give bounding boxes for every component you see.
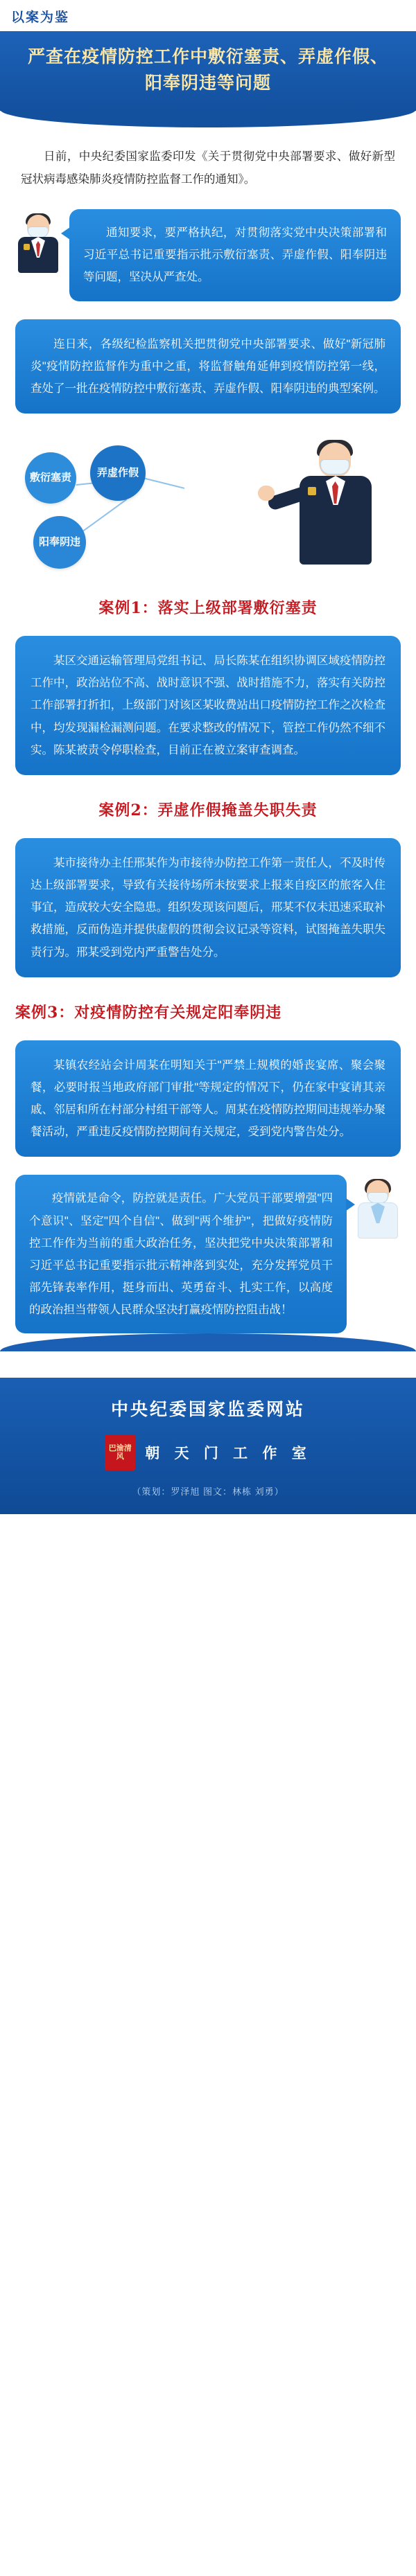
header-band [0, 31, 416, 111]
quote-second-text: 连日来，各级纪检监察机关把贯彻党中央部署要求、做好"新冠肺炎"疫情防控监督作为重中之重，将监督触角延伸到疫情防控第一线，查处了一批在疫情防控中敷衍塞责、弄虚作假、阳奉阴违的典型案例。 [15, 319, 401, 414]
keyword-diagram [15, 427, 401, 573]
case-body-2: 某市接待办主任邢某作为市接待办防控工作第一责任人，不及时传达上级部署要求，导致有关接待场所未按要求上报来自疫区的旅客入住事宜，造成较大安全隐患。组织发现该问题后，邢某不仅未迅速采取补救措施，反而伪造并提供虚假的贯彻会议记录等资料，试图掩盖失职失责行为。邢某受到党内严重警告处分。 [15, 838, 401, 977]
official-avatar-icon [15, 213, 61, 273]
keyword-label: 阳奉阴违 [38, 535, 80, 548]
page-header [0, 0, 416, 127]
keyword-label: 弄虚作假 [96, 466, 139, 479]
case-body-3: 某镇农经站会计周某在明知关于"严禁上规模的婚丧宴席、聚会聚餐，必要时报当地政府部门审批"等规定的情况下，仍在家中宴请其亲戚、邻居和所在村部分村组干部等人。周某在疫情防控期间违规举办聚餐活动，严重违反疫情防控期间有关规定，受到党内警告处分。 [15, 1040, 401, 1157]
keyword-bubble-1 [25, 452, 76, 504]
keyword-bubble-3 [33, 516, 86, 569]
diagram-connector [81, 499, 127, 533]
keyword-label: 敷衍塞责 [29, 471, 71, 483]
header-tag: 以案为鉴 [11, 10, 70, 25]
quote-first-text: 通知要求，要严格执纪，对贯彻落实党中央决策部署和习近平总书记重要指示批示敷衍塞责、弄虚作假、阳奉阴违等问题，坚决从严查处。 [69, 209, 401, 301]
medical-worker-avatar-icon [355, 1179, 401, 1238]
case-title-3: 案例3：对疫情防控有关规定阳奉阴违 [15, 1003, 282, 1022]
footer-studio-row [0, 1434, 416, 1471]
footer-studio-name: 朝 天 门 工 作 室 [145, 1444, 311, 1462]
keyword-bubble-2 [90, 445, 146, 501]
intro-paragraph: 日前，中央纪委国家监委印发《关于贯彻党中央部署要求、做好新型冠状病毒感染肺炎疫情防控监督工作的通知》。 [21, 150, 395, 186]
footer-site-name: 中央纪委国家监委网站 [110, 1399, 305, 1420]
footer-credit: （策划：罗泽旭 图文：林栋 刘勇） [132, 1486, 284, 1498]
presenter-illustration-icon [283, 440, 387, 565]
quote-block-closing [0, 1175, 416, 1333]
quote-closing-text: 疫情就是命令，防控就是责任。广大党员干部要增强"四个意识"、坚定"四个自信"、做到"两个维护"，把做好疫情防控工作作为当前的重大政治任务，坚决把党中央决策部署和习近平总书记重要指示批示精神落到实处，充分发挥党员干部先锋表率作用，挺身而出、英勇奋斗、扎实工作，以高度的政治担当带领人民群众坚决打赢疫情防控阻击战！ [15, 1175, 347, 1333]
page-footer [0, 1378, 416, 1514]
quote-block-first [0, 209, 416, 301]
page-title: 严查在疫情防控工作中敷衍塞责、弄虚作假、阳奉阴违等问题 [27, 46, 388, 93]
brand-logo-icon: 巴渝清风 [105, 1434, 135, 1471]
footer-wave-divider [0, 1333, 416, 1351]
case-title-1: 案例1：落实上级部署敷衍塞责 [98, 599, 318, 618]
article-content [0, 145, 416, 1333]
case-title-2: 案例2：弄虚作假掩盖失职失责 [98, 801, 318, 819]
case-body-1: 某区交通运输管理局党组书记、局长陈某在组织协调区域疫情防控工作中，政治站位不高、战时意识不强、战时措施不力，落实有关防控工作部署打折扣，上级部门对该区某收费站出口疫情防控工作之次检查中，均发现漏检漏测问题。在要求整改的情况下，管控工作仍然不细不实。陈某被责令停职检查，目前正在被立案审查调查。 [15, 636, 401, 775]
header-wave-divider [0, 109, 416, 127]
